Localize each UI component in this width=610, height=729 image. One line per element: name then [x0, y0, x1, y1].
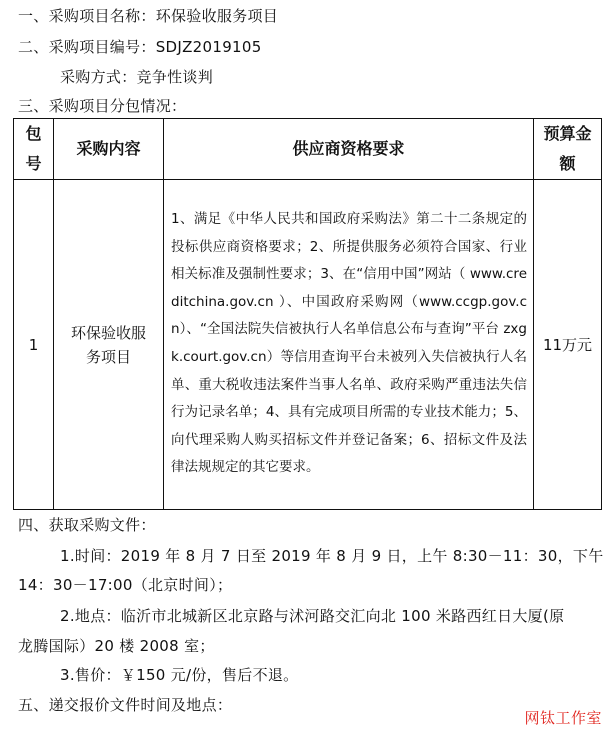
section-4-obtain-documents: 四、获取采购文件：: [18, 516, 156, 534]
obtain-price: 3.售价：￥150 元/份，售后不退。: [60, 666, 299, 684]
header-budget: 预算金额: [534, 119, 602, 180]
header-package-no: 包号: [14, 119, 54, 180]
cell-content: 环保验收服务项目: [54, 180, 164, 510]
cell-budget: 11万元: [534, 180, 602, 510]
package-table: [13, 118, 602, 510]
watermark-label: 网钛工作室: [524, 709, 602, 727]
procurement-method: 采购方式：竞争性谈判: [60, 68, 214, 86]
obtain-time-line1: 1.时间：2019 年 8 月 7 日至 2019 年 8 月 9 日，上午 8:30－11：30，下午: [60, 547, 604, 565]
cell-requirements: 1、满足《中华人民共和国政府采购法》第二十二条规定的投标供应商资格要求；2、所提供服务必须符合国家、行业相关标准及强制性要求；3、在“信用中国”网站（ www.creditchina.gov.cn ）、中国政府采购网（www.ccgp.gov.cn）、“全国法院失信被执行人名单信息公布与查询”平台 zxgk.court.gov.cn）等信用查询平台未被列入失信被执行人名单、重大税收违法案件当事人名单、政府采购严重违法失信行为记录名单；4、具有完成项目所需的专业技术能力；5、向代理采购人购买招标文件并登记备案；6、招标文件及法律法规规定的其它要求。: [164, 180, 534, 510]
section-5-submission-heading: 五、递交报价文件时间及地点：: [18, 696, 233, 714]
table-row: [14, 180, 602, 510]
section-2-project-number: 二、采购项目编号：SDJZ2019105: [18, 38, 262, 56]
obtain-location-line2: 龙腾国际）20 楼 2008 室；: [18, 637, 215, 655]
header-content: 采购内容: [54, 119, 164, 180]
obtain-location-line1: 2.地点：临沂市北城新区北京路与沭河路交汇向北 100 米路西红日大厦(原: [60, 607, 565, 625]
header-requirements: 供应商资格要求: [164, 119, 534, 180]
table-header-row: [14, 119, 602, 180]
obtain-time-line2: 14：30－17:00（北京时间）；: [18, 576, 233, 594]
cell-package-no: 1: [14, 180, 54, 510]
section-1-project-name: 一、采购项目名称：环保验收服务项目: [18, 7, 279, 25]
section-3-package-heading: 三、采购项目分包情况：: [18, 97, 187, 115]
